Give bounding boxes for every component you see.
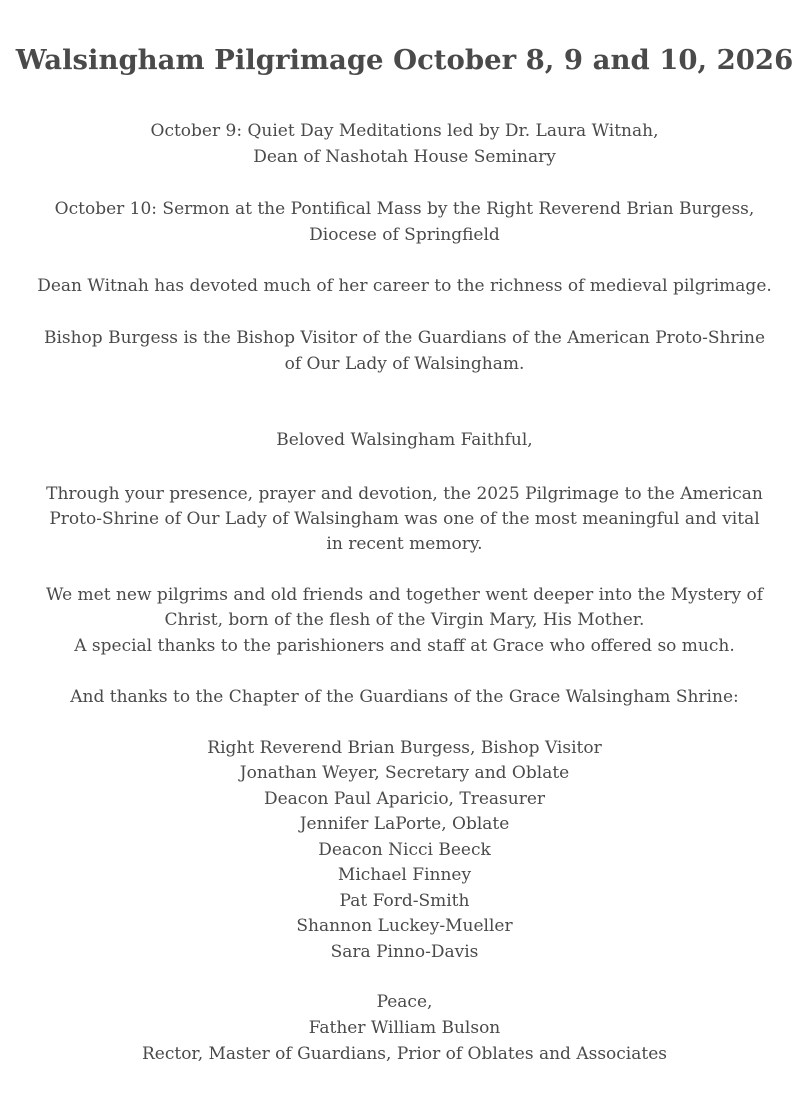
paragraph2-line2: Christ, born of the flesh of the Virgin Mary, His Mother. [164, 610, 645, 630]
bishop-burgess-note-line2: of Our Lady of Walsingham. [284, 354, 525, 374]
closing: Peace, [376, 992, 433, 1012]
announcement-oct9-line1: October 9: Quiet Day Meditations led by Dr. Laura Witnah, [150, 121, 659, 141]
chapter-member: Shannon Luckey-Mueller [296, 916, 513, 936]
bishop-burgess-note-line1: Bishop Burgess is the Bishop Visitor of the Guardians of the American Proto-Shrine [43, 328, 766, 348]
paragraph1-line3: in recent memory. [326, 534, 483, 554]
paragraph2-line3: A special thanks to the parishioners and staff at Grace who offered so much. [74, 636, 735, 656]
chapter-member: Right Reverend Brian Burgess, Bishop Visitor [207, 738, 602, 758]
page-title: Walsingham Pilgrimage October 8, 9 and 10, 2026 [15, 44, 794, 76]
chapter-member: Michael Finney [337, 865, 472, 885]
signer-name: Father William Bulson [308, 1018, 501, 1038]
chapter-member: Deacon Nicci Beeck [318, 840, 491, 860]
salutation: Beloved Walsingham Faithful, [276, 430, 533, 450]
chapter-member: Jonathan Weyer, Secretary and Oblate [239, 763, 570, 783]
paragraph2-line1: We met new pilgrims and old friends and together went deeper into the Mystery of [46, 585, 763, 605]
signer-title: Rector, Master of Guardians, Prior of Oblates and Associates [141, 1044, 667, 1064]
dean-witnah-note: Dean Witnah has devoted much of her career to the richness of medieval pilgrimage. [37, 276, 772, 296]
paragraph1-line1: Through your presence, prayer and devotion, the 2025 Pilgrimage to the American [46, 484, 763, 504]
chapter-member: Deacon Paul Aparicio, Treasurer [263, 789, 546, 809]
chapter-member: Jennifer LaPorte, Oblate [299, 814, 510, 834]
announcement-oct10-line2: Diocese of Springfield [309, 225, 500, 245]
chapter-intro: And thanks to the Chapter of the Guardians of the Grace Walsingham Shrine: [70, 687, 739, 707]
announcement-oct9-line2: Dean of Nashotah House Seminary [253, 147, 556, 167]
chapter-member: Sara Pinno-Davis [330, 942, 479, 962]
announcement-oct10-line1: October 10: Sermon at the Pontifical Mass by the Right Reverend Brian Burgess, [54, 199, 755, 219]
chapter-member: Pat Ford-Smith [339, 891, 470, 911]
paragraph1-line2: Proto-Shrine of Our Lady of Walsingham was one of the most meaningful and vital [49, 509, 760, 529]
